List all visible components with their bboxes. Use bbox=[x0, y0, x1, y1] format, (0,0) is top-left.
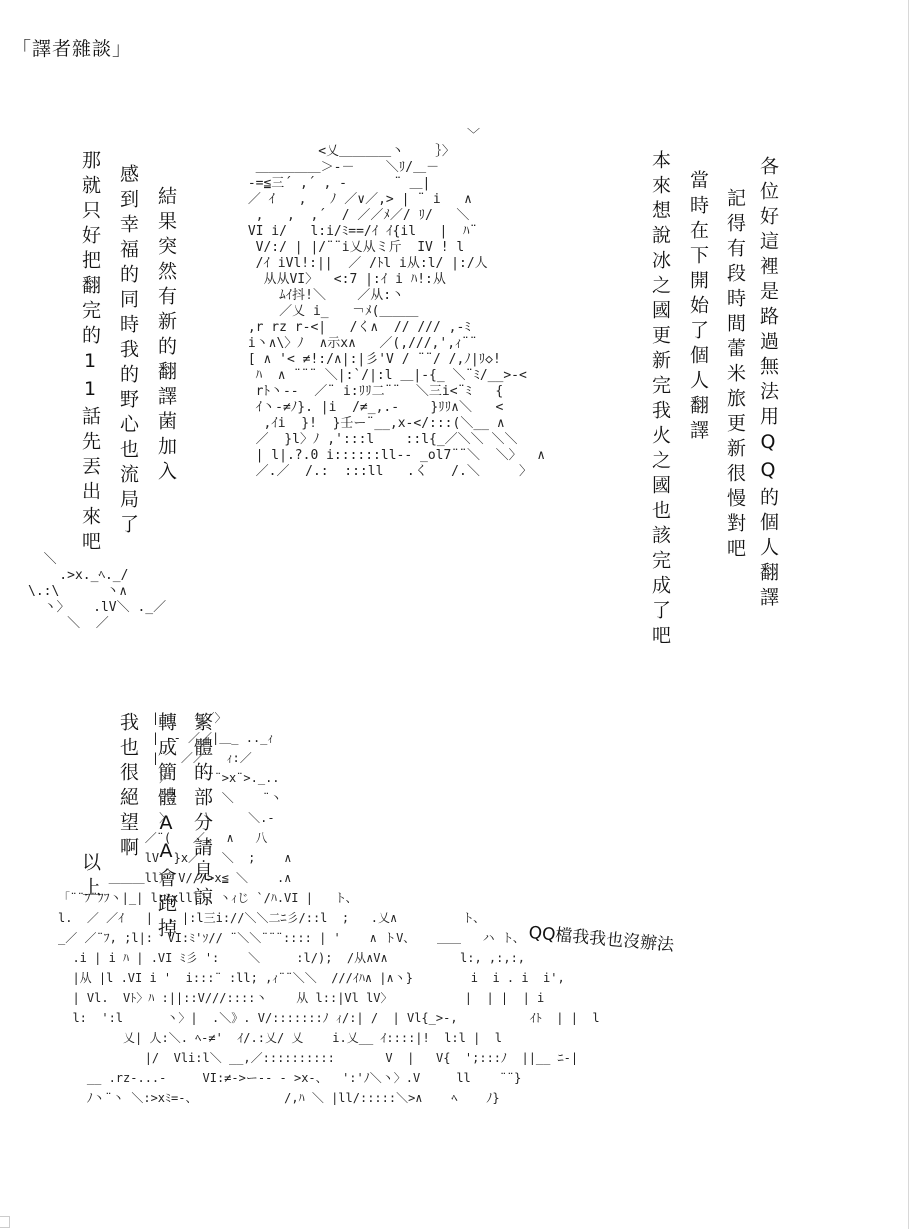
text-column-7: 那就只好把翻完的11話先丟出來吧 bbox=[79, 150, 101, 556]
text-column-5: 結果突然有新的翻譯菌加入 bbox=[155, 186, 177, 486]
ascii-art-character-bottom: | ／〉 | -- ／／|＿_ .._ｨ |¨ ／／ ｨ:／ 〉 ¨¨¨>x¨>._.. .く ＼ ¨丶 〉 丶 ＼.- ／¨( ／. ∧ 八 lV }x／. ＼ ; ∧ ＿＿＿ll〉 V///>x≦ ＼ .∧ 「¨¨ﾌ¨ﾌﾌ丶|_| l:ﾐxlll＼ 丶ｨじ `/ﾊ.VI | ト、 l. ／ ／ｲ | , |:l三i://＼＼二ﾆ彡/::l ; .乂∧ ト、 _／ ／¨ﾌ, ;l|: VI:ﾐ'ｿ// ¨＼＼¨¨¨:::: | ' ∧ トV、 ＿＿ ハ ト、 .i | i ﾊ | .VI ﾐ彡 ': ＼ :l/); /从∧V∧ l:, ,:,:, |从 |l .VI i ' i:::¨ :ll; ,ｨ¨¨＼＼ ///ｲﾊ∧ |∧丶} i i . i i', | Vl. Vﾄ〉ﾊ :||::V///::::丶 从 l::|Vl lV〉 | | | | i l: ':l 丶〉| .＼》. V/:::::::ﾉ ｨ/:| / | Vl{_>-, ｲﾄ | | l 乂| 人:＼. ﾍ-≠' ｲ/.:乂/ 乂 i.乂__ ｲ::::|! l:l | l |/ Vli:l＼ __,／:::::::::: V | V{ ';:::ﾉ ||__ ﾆ-| __ .rz-...- VI:≠->ー-- - >x-、 ':'ﾉ＼丶〉.V ll ¨¨} ﾉ丶¨丶 ＼:>xﾐ=-、 /,ﾊ ＼ |ll/:::::＼>∧ ﾍ ﾉ} bbox=[58, 711, 600, 1105]
page-title: 「譯者雜談」 bbox=[12, 38, 133, 60]
ascii-art-character-top: ﹀ <乂＿＿＿＿丶 ｝〉 ＿＿＿＿＿＞-－ ＼ﾘ/＿－ -=≦三´ ,´ , - ¨ ＿| ／ ｲ , ﾉ ／∨／,> | ¨ i ∧ , , ,´ / ／／ﾒ／/ ﾘ/ ＼ VI i/ l:i/ﾐ==/ｲ ｲ{il | ﾊ¨ V/:/ | |/¨¨i乂从ミ斤 IV ! l /ｲ iVl!:|| ／ /ﾄl i从:l/ |:/人 从从VI〉 <:7 |:ｲ i ﾊ!:从 ﾑｲ抖!＼ ／从:丶 ／乂 i_ ￢ﾒ(＿＿＿ ,r rz r-<| /く∧ // /// ,-ﾐ i丶∧\〉ﾉ ∧示x∧ ／(,///,',ｨ¨¨ [ ∧ '< ≠!:/∧|:|彡'V / ¨¨/ /,ﾉ|ﾘ◇! ﾊ ∧ ¨¨¨ ＼|:`/|:l ＿|-{_ ＼¨ﾐ/__>-< rﾄ丶-- ／¨ i:ﾘﾘ二¨¨ ＼三i<¨ﾐ { ｲ丶-≠ﾉ}. |i /≠_,.- }ﾘﾘ∧＼ < ,ｲi }! }壬ー¨__,x-</:::(＼__ ∧ ／ }l〉ﾉ ,':::l ::l{_／＼＼ ＼＼ | l|.?.0 i::::::ll-- _ol7¨¨＼ ＼〉 ∧ ／.／ /.: :::ll .く /.＼ 〉 bbox=[247, 128, 546, 479]
text-column-8: 繁體的部分請見諒 bbox=[191, 712, 213, 912]
text-column-6: 感到幸福的同時我的野心也流局了 bbox=[117, 164, 139, 539]
text-column-3: 當時在下開始了個人翻譯 bbox=[687, 170, 709, 445]
text-column-2: 記得有段時間蕾米旅更新很慢對吧 bbox=[724, 188, 746, 563]
text-column-9: 轉成簡體AA會跑掉 bbox=[155, 712, 177, 943]
caption: QQ檔我我也沒辦法 bbox=[527, 922, 675, 956]
text-column-1: 各位好這裡是路過無法用QQ的個人翻譯 bbox=[757, 156, 779, 612]
page-corner bbox=[0, 1216, 10, 1228]
text-column-11: 以上 bbox=[79, 852, 101, 902]
ascii-art-left: ＼ .>x._ﾍ._/ \.:\ 丶∧ 丶〉 .lV＼ ._／ ＼ ／ bbox=[28, 552, 167, 631]
text-column-4: 本來想說冰之國更新完我火之國也該完成了吧 bbox=[649, 150, 671, 650]
text-column-10: 我也很絕望啊 bbox=[117, 712, 139, 862]
